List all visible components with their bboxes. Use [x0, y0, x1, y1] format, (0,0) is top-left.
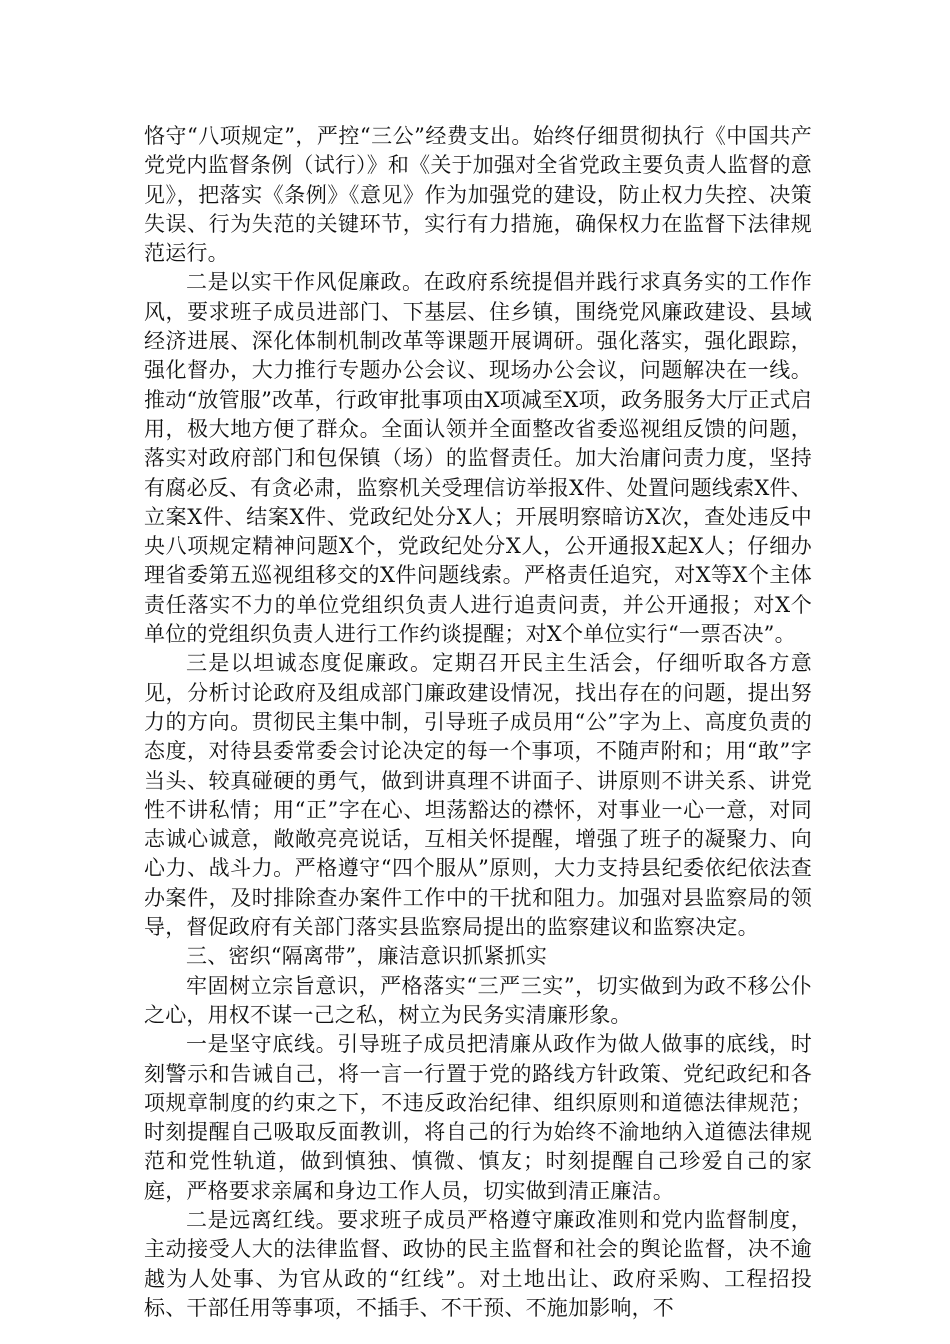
section-heading: 三、密织“隔离带”，廉洁意识抓紧抓实 [186, 944, 548, 969]
paragraph-6: 二是远离红线。要求班子成员严格遵守廉政准则和党内监督制度，主动接受人大的法律监督、政协的民主监督和社会的舆论监督，决不逾越为人处事、为官从政的“红线”。对土地出让、政府采购、工程招投标、干部任用等事项，不插手、不干预、不施加影响，不 [144, 1207, 812, 1320]
paragraph-1: 恪守“八项规定”，严控“三公”经费支出。始终仔细贯彻执行《中国共产党党内监督条例（试行）》和《关于加强对全省党政主要负责人监督的意见》，把落实《条例》《意见》作为加强党的建设，防止权力失控、决策失误、行为失范的关键环节，实行有力措施，确保权力在监督下法律规范运行。 [144, 124, 812, 266]
paragraph-2: 二是以实干作风促廉政。在政府系统提倡并践行求真务实的工作作风，要求班子成员进部门、下基层、住乡镇，围绕党风廉政建设、县域经济进展、深化体制机制改革等课题开展调研。强化落实，强化跟踪，强化督办，大力推行专题办公会议、现场办公会议，问题解决在一线。推动“放管服”改革，行政审批事项由X项减至X项，政务服务大厅正式启用，极大地方便了群众。全面认领并全面整改省委巡视组反馈的问题，落实对政府部门和包保镇（场）的监督责任。加大治庸问责力度，坚持有腐必反、有贪必肃，监察机关受理信访举报X件、处置问题线索X件、立案X件、结案X件、党政纪处分X人；开展明察暗访X次，查处违反中央八项规定精神问题X个，党政纪处分X人，公开通报X起X人；仔细办理省委第五巡视组移交的X件问题线索。严格责任追究，对X等X个主体责任落实不力的单位党组织负责人进行追责问责，并公开通报；对X个单位的党组织负责人进行工作约谈提醒；对X个单位实行“一票否决”。 [144, 270, 812, 647]
document-page [144, 122, 812, 1323]
paragraph-4: 牢固树立宗旨意识，严格落实“三严三实”，切实做到为政不移公仆之心，用权不谋一己之私，树立为民务实清廉形象。 [144, 973, 812, 1027]
paragraph-5: 一是坚守底线。引导班子成员把清廉从政作为做人做事的底线，时刻警示和告诫自己，将一言一行置于党的路线方针政策、党纪政纪和各项规章制度的约束之下，不违反政治纪律、组织原则和道德法律规范；时刻提醒自己吸取反面教训，将自己的行为始终不渝地纳入道德法律规范和党性轨道，做到慎独、慎微、慎友；时刻提醒自己珍爱自己的家庭，严格要求亲属和身边工作人员，切实做到清正廉洁。 [144, 1032, 812, 1203]
paragraph-3: 三是以坦诚态度促廉政。定期召开民主生活会，仔细听取各方意见，分析讨论政府及组成部门廉政建设情况，找出存在的问题，提出努力的方向。贯彻民主集中制，引导班子成员用“公”字为上、高度负责的态度，对待县委常委会讨论决定的每一个事项，不随声附和；用“敢”字当头、较真碰硬的勇气，做到讲真理不讲面子、讲原则不讲关系、讲党性不讲私情；用“正”字在心、坦荡豁达的襟怀，对事业一心一意，对同志诚心诚意，敞敞亮亮说话，互相关怀提醒，增强了班子的凝聚力、向心力、战斗力。严格遵守“四个服从”原则，大力支持县纪委依纪依法查办案件，及时排除查办案件工作中的干扰和阻力。加强对县监察局的领导，督促政府有关部门落实县监察局提出的监察建议和监察决定。 [144, 651, 812, 940]
